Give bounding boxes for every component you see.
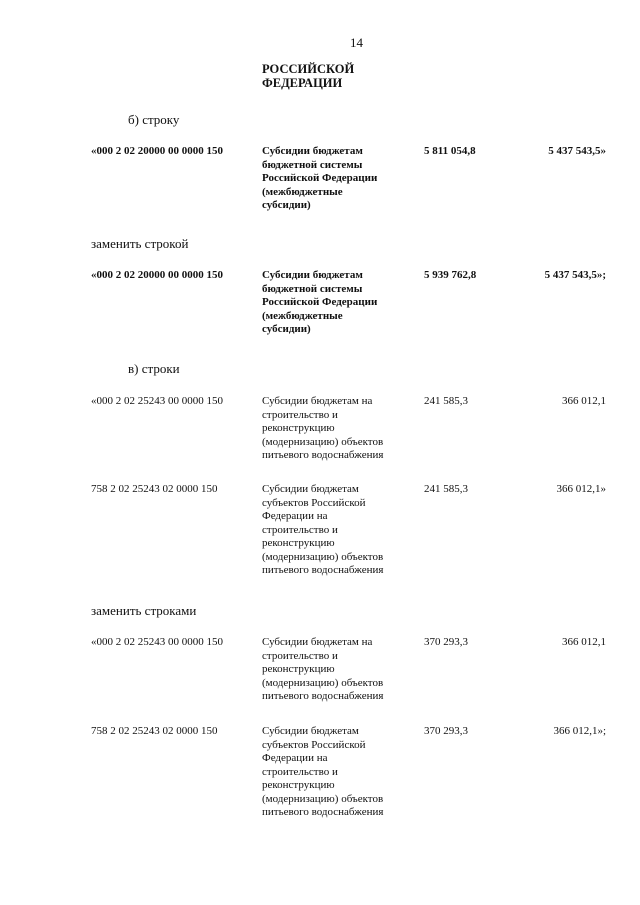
amount-value-1: 370 293,3	[424, 636, 468, 648]
description-line: субъектов Российской	[262, 496, 366, 509]
amount-value-1: 5 811 054,8	[424, 145, 476, 157]
budget-code: «000 2 02 25243 00 0000 150	[91, 636, 223, 648]
description-line: субсидии)	[262, 323, 311, 335]
label-replace-one: заменить строкой	[91, 236, 189, 251]
row-description	[262, 725, 410, 820]
section-heading	[262, 62, 354, 90]
description-line: реконструкцию	[262, 422, 335, 434]
description-line: реконструкцию	[262, 537, 335, 549]
description-line: Субсидии бюджетам	[262, 483, 359, 495]
description-line: (межбюджетные	[262, 309, 343, 322]
description-line: строительство и	[262, 649, 338, 662]
description-line: Субсидии бюджетам	[262, 725, 359, 737]
description-line: (модернизацию) объектов	[262, 676, 384, 689]
description-line: субсидии)	[262, 199, 311, 211]
label-replace-many: заменить строками	[91, 603, 197, 618]
row-description	[262, 145, 410, 213]
description-line: субъектов Российской	[262, 738, 366, 751]
description-line: строительство и	[262, 523, 338, 536]
amount-value-2: 366 012,1	[562, 636, 606, 648]
description-line: Субсидии бюджетам на	[262, 636, 373, 648]
amount-value-1: 241 585,3	[424, 395, 468, 407]
budget-code: «000 2 02 20000 00 0000 150	[91, 145, 223, 157]
description-line: Российской Федерации	[262, 172, 378, 184]
row-description	[262, 636, 410, 704]
row-description	[262, 395, 410, 463]
description-line: (модернизацию) объектов	[262, 792, 384, 805]
description-line: питьевого водоснабжения	[262, 449, 384, 461]
label-line-b: б) строку	[128, 112, 180, 127]
budget-code: 758 2 02 25243 02 0000 150	[91, 725, 218, 737]
heading-line: РОССИЙСКОЙ	[262, 62, 355, 76]
description-line: Субсидии бюджетам	[262, 145, 363, 157]
description-line: реконструкцию	[262, 663, 335, 675]
description-line: (модернизацию) объектов	[262, 435, 384, 448]
amount-value-2: 366 012,1»	[556, 483, 606, 495]
budget-code: 758 2 02 25243 02 0000 150	[91, 483, 218, 495]
description-line: реконструкцию	[262, 779, 335, 791]
description-line: Субсидии бюджетам	[262, 269, 363, 281]
amount-value-2: 5 437 543,5»	[548, 145, 606, 157]
description-line: бюджетной системы	[262, 282, 363, 295]
description-line: Федерации на	[262, 510, 328, 522]
label-lines-v: в) строки	[128, 361, 180, 376]
description-line: Субсидии бюджетам на	[262, 395, 373, 407]
row-description	[262, 483, 410, 578]
description-line: питьевого водоснабжения	[262, 806, 384, 818]
amount-value-2: 366 012,1	[562, 395, 606, 407]
amount-value-2: 366 012,1»;	[553, 725, 606, 737]
description-line: строительство и	[262, 408, 338, 421]
description-line: бюджетной системы	[262, 158, 363, 171]
description-line: (модернизацию) объектов	[262, 550, 384, 563]
amount-value-1: 370 293,3	[424, 725, 468, 737]
description-line: питьевого водоснабжения	[262, 690, 384, 702]
amount-value-2: 5 437 543,5»;	[544, 269, 606, 281]
heading-line: ФЕДЕРАЦИИ	[262, 76, 343, 90]
amount-value-1: 5 939 762,8	[424, 269, 477, 281]
budget-code: «000 2 02 25243 00 0000 150	[91, 395, 223, 407]
description-line: Российской Федерации	[262, 296, 378, 308]
description-line: (межбюджетные	[262, 185, 343, 198]
budget-code: «000 2 02 20000 00 0000 150	[91, 269, 223, 281]
description-line: строительство и	[262, 765, 338, 778]
amount-value-1: 241 585,3	[424, 483, 468, 495]
description-line: питьевого водоснабжения	[262, 564, 384, 576]
row-description	[262, 269, 410, 337]
page-number: 14	[350, 35, 363, 50]
description-line: Федерации на	[262, 752, 328, 764]
